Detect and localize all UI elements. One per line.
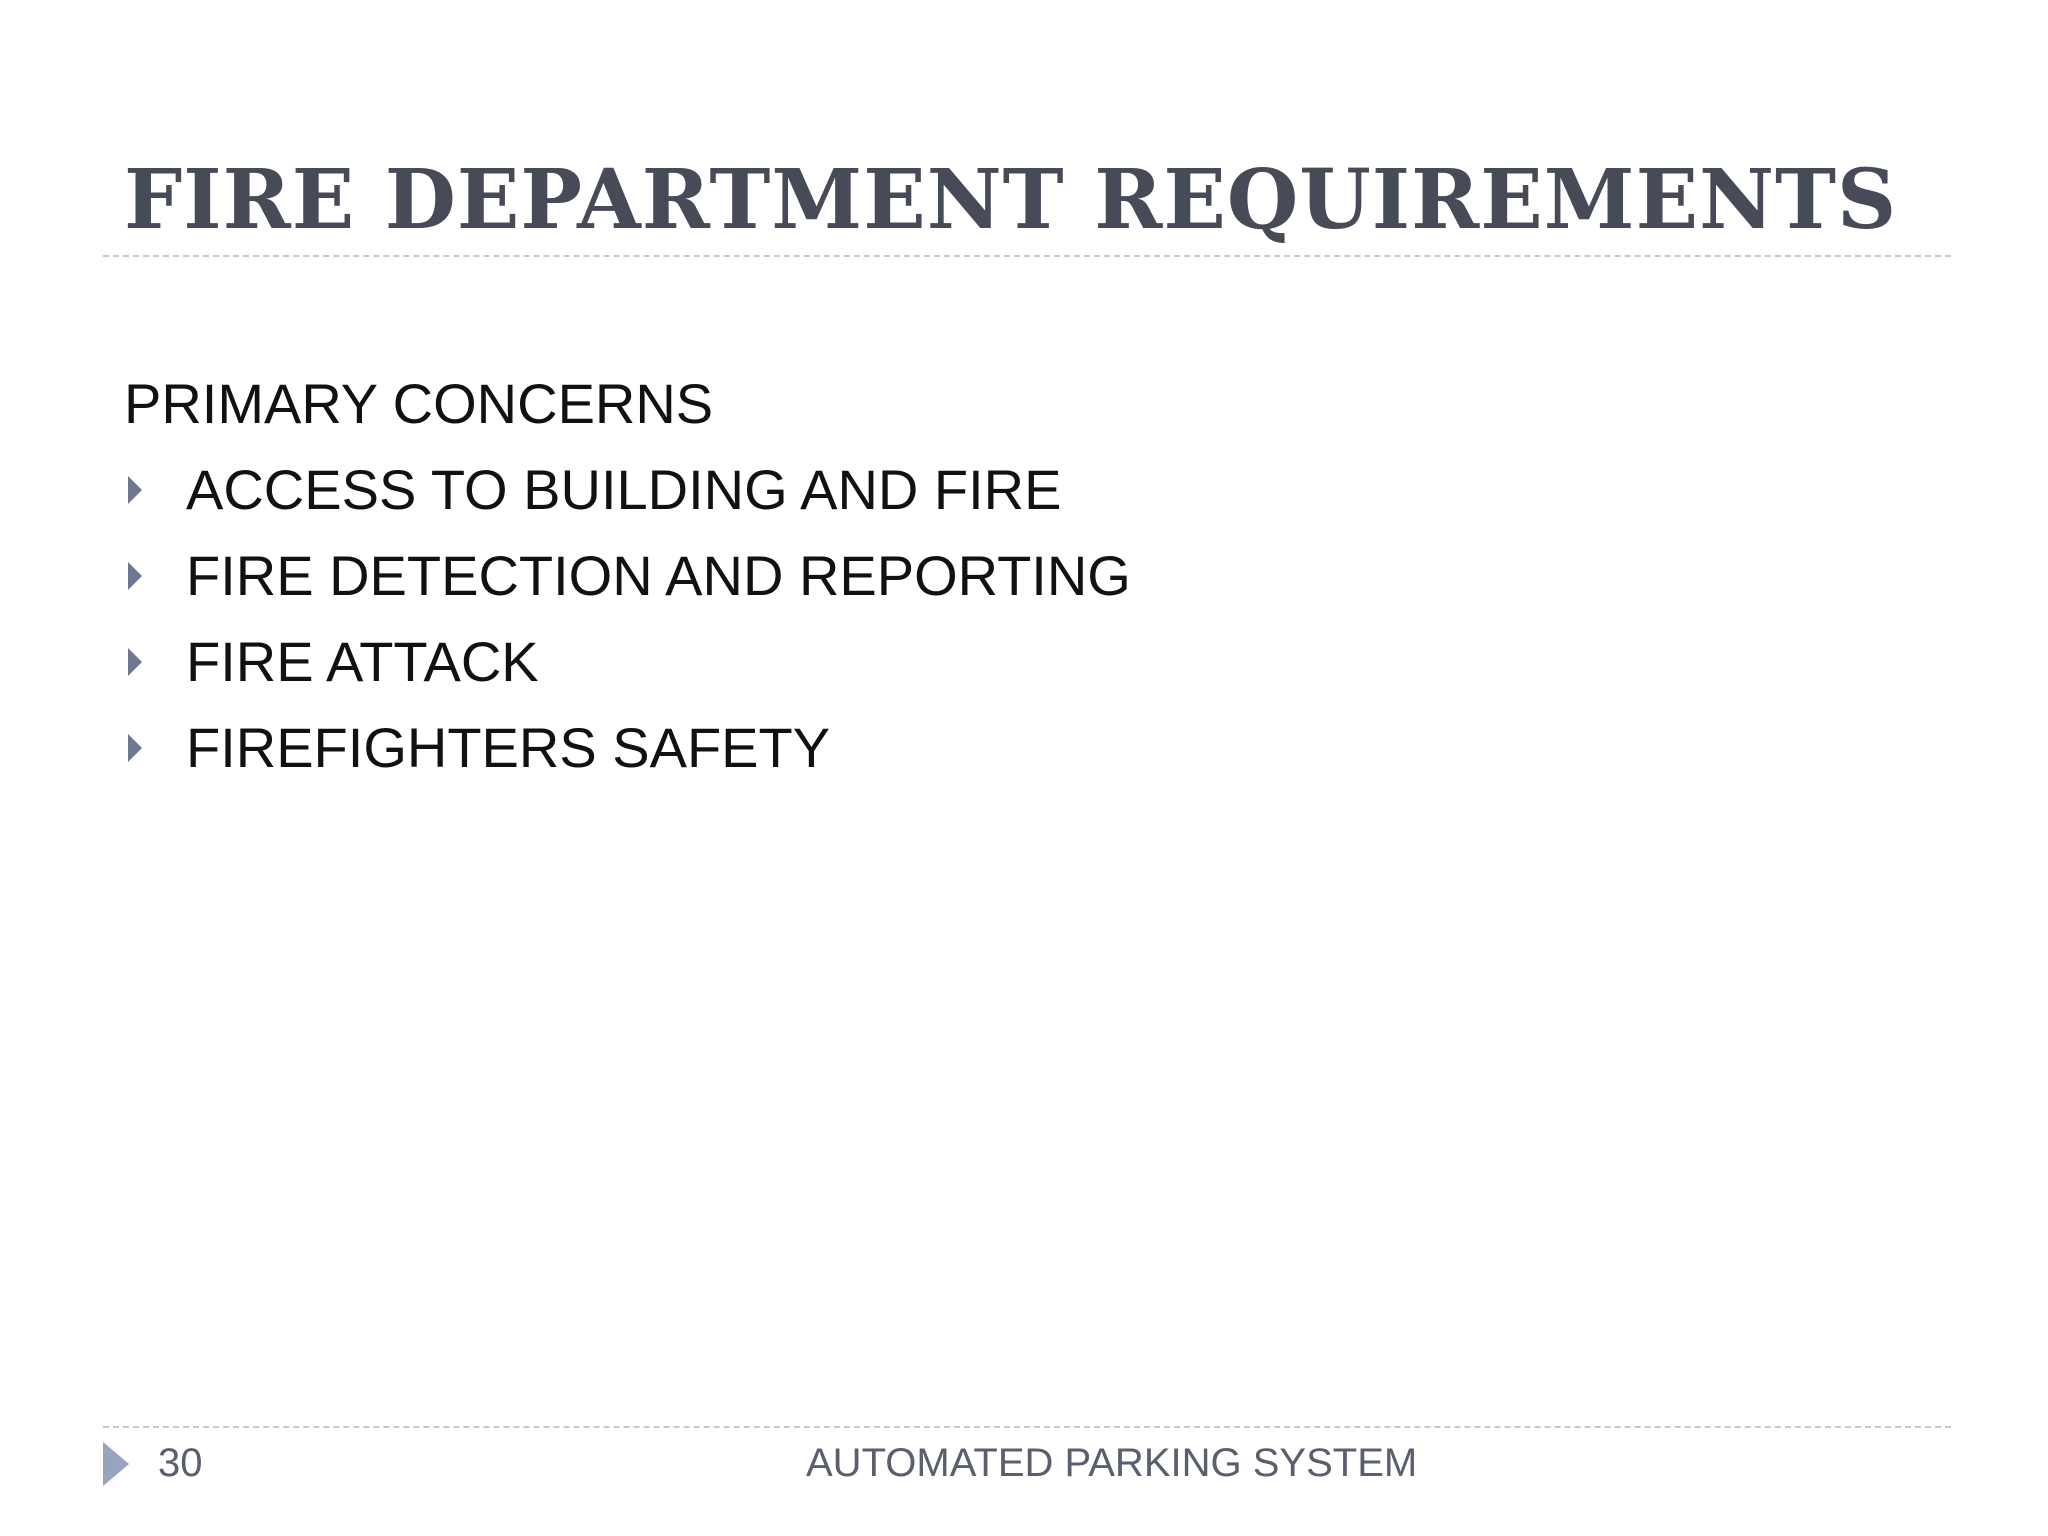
- footer-title: AUTOMATED PARKING SYSTEM: [806, 1441, 1418, 1485]
- content-heading: PRIMARY CONCERNS: [124, 372, 714, 435]
- page-number: 30: [158, 1441, 203, 1485]
- title-divider: [103, 255, 1951, 257]
- footer-divider: [103, 1426, 1951, 1428]
- slide-content: [124, 368, 1131, 798]
- list-item: [124, 454, 1062, 540]
- triangle-bullet-icon: [128, 648, 142, 676]
- bullet-text: FIRE ATTACK: [186, 630, 539, 693]
- bullet-text: ACCESS TO BUILDING AND FIRE: [186, 458, 1062, 521]
- triangle-marker-icon: [103, 1442, 129, 1486]
- bullet-text: FIREFIGHTERS SAFETY: [186, 716, 831, 779]
- list-item: [124, 712, 831, 798]
- triangle-bullet-icon: [128, 734, 142, 762]
- bullet-text: FIRE DETECTION AND REPORTING: [186, 544, 1131, 607]
- triangle-bullet-icon: [128, 562, 142, 590]
- triangle-bullet-icon: [128, 476, 142, 504]
- list-item: [124, 626, 713, 712]
- list-item: [124, 540, 1131, 626]
- slide-title: FIRE DEPARTMENT REQUIREMENTS: [124, 152, 1898, 248]
- bullet-list: [124, 454, 1131, 798]
